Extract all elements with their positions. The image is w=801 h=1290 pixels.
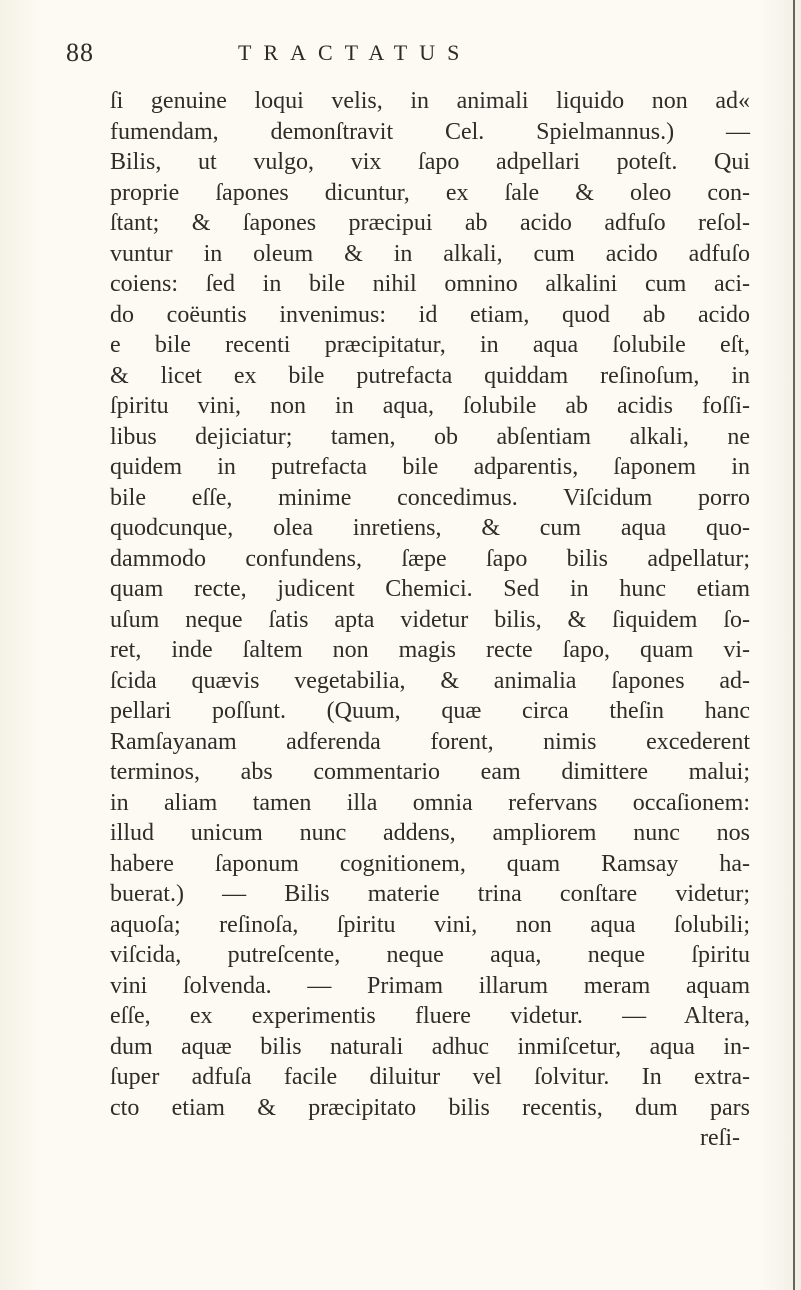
text-line: proprie ſapones dicuntur, ex ſale & oleo con- — [110, 179, 750, 206]
text-line: fumendam, demonſtravit Cel. Spielmannus.) — — [110, 118, 750, 145]
text-line: e bile recenti præcipitatur, in aqua ſolubile eſt, — [110, 332, 750, 358]
text-line: & licet ex bile putrefacta quiddam reſinoſum, in — [110, 362, 750, 389]
text-line: Bilis, ut vulgo, vix ſapo adpellari poteſt. Qui — [110, 149, 750, 175]
text-line: Ramſayanam adferenda forent, nimis excederent — [110, 728, 750, 755]
text-line: eſſe, ex experimentis fluere videtur. — Altera, — [110, 1003, 750, 1029]
text-line: buerat.) — Bilis materie trina conſtare videtur; — [110, 881, 750, 907]
body-text — [110, 86, 750, 1154]
text-line: ſtant; & ſapones præcipui ab acido adfuſo reſol- — [110, 210, 750, 236]
text-line: pellari poſſunt. (Quum, quæ circa theſin hanc — [110, 698, 750, 724]
page-number: 88 — [66, 38, 94, 67]
page-header — [0, 38, 801, 78]
text-line: ret, inde ſaltem non magis recte ſapo, quam vi- — [110, 637, 750, 663]
catchword: reſi- — [700, 1125, 740, 1151]
running-head: TRACTATUS — [238, 40, 472, 65]
text-line: ſuper adfuſa facile diluitur vel ſolvitur. In extra- — [110, 1064, 750, 1090]
text-line: libus dejiciatur; tamen, ob abſentiam alkali, ne — [110, 423, 750, 450]
text-line: habere ſaponum cognitionem, quam Ramsay ha- — [110, 850, 750, 877]
text-line: uſum neque ſatis apta videtur bilis, & ſiquidem ſo- — [110, 606, 750, 633]
text-line: vuntur in oleum & in alkali, cum acido adfuſo — [110, 240, 750, 267]
text-line: do coëuntis invenimus: id etiam, quod ab acido — [110, 301, 750, 328]
text-line: dammodo confundens, ſæpe ſapo bilis adpellatur; — [110, 545, 750, 572]
text-line: aquoſa; reſinoſa, ſpiritu vini, non aqua ſolubili; — [110, 911, 750, 938]
text-line: coiens: ſed in bile nihil omnino alkalini cum aci- — [110, 271, 750, 297]
text-line: cto etiam & præcipitato bilis recentis, dum pars — [110, 1094, 750, 1121]
text-line: quidem in putrefacta bile adparentis, ſaponem in — [110, 454, 750, 480]
text-line: in aliam tamen illa omnia refervans occaſionem: — [110, 789, 750, 816]
text-line: illud unicum nunc addens, ampliorem nunc nos — [110, 820, 750, 846]
text-line: ſi genuine loqui velis, in animali liquido non ad« — [110, 88, 750, 114]
text-line: viſcida, putreſcente, neque aqua, neque ſpiritu — [110, 942, 750, 968]
text-line: quodcunque, olea inretiens, & cum aqua quo- — [110, 515, 750, 541]
text-line: ſcida quævis vegetabilia, & animalia ſapones ad- — [110, 667, 750, 694]
text-line: ſpiritu vini, non in aqua, ſolubile ab acidis foſſi- — [110, 393, 750, 419]
text-line: quam recte, judicent Chemici. Sed in hunc etiam — [110, 576, 750, 602]
page-edge — [793, 0, 795, 1290]
text-line: terminos, abs commentario eam dimittere malui; — [110, 759, 750, 785]
text-line: vini ſolvenda. — Primam illarum meram aquam — [110, 972, 750, 999]
text-line: bile eſſe, minime concedimus. Viſcidum porro — [110, 484, 750, 511]
text-line: dum aquæ bilis naturali adhuc inmiſcetur, aqua in- — [110, 1033, 750, 1060]
